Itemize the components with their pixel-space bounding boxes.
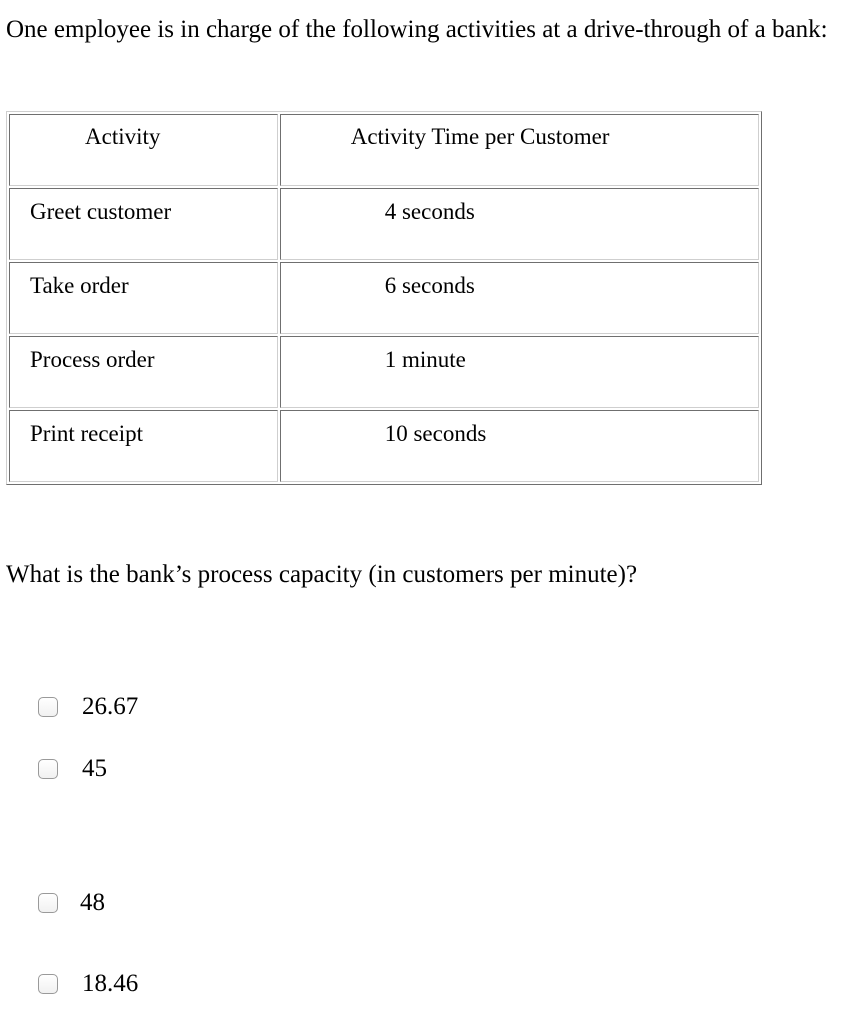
header-activity-time: Activity Time per Customer: [280, 114, 759, 186]
answer-option-48[interactable]: [38, 888, 105, 918]
answer-option-18-46[interactable]: [38, 969, 138, 999]
activity-cell: Print receipt: [9, 410, 278, 482]
time-cell: 4 seconds: [280, 188, 759, 260]
answer-option-45[interactable]: [38, 754, 107, 784]
table-row: [9, 188, 759, 260]
table-header-row: [9, 114, 759, 186]
time-cell: 10 seconds: [280, 410, 759, 482]
table-row: [9, 262, 759, 334]
checkbox-18-46[interactable]: [38, 974, 58, 994]
activity-cell: Process order: [9, 336, 278, 408]
question-text: What is the bank’s process capacity (in customers per minute)?: [6, 561, 638, 588]
checkbox-26-67[interactable]: [38, 697, 58, 717]
header-activity: Activity: [9, 114, 278, 186]
activity-cell: Take order: [9, 262, 278, 334]
answer-option-26-67[interactable]: [38, 692, 138, 722]
table-row: [9, 410, 759, 482]
option-label: 26.67: [82, 693, 139, 720]
intro-text: One employee is in charge of the following activities at a drive-through of a bank:: [6, 16, 828, 43]
table-row: [9, 336, 759, 408]
option-label: 45: [82, 755, 107, 782]
activity-cell: Greet customer: [9, 188, 278, 260]
checkbox-45[interactable]: [38, 759, 58, 779]
time-cell: 6 seconds: [280, 262, 759, 334]
option-label: 48: [80, 889, 105, 916]
option-label: 18.46: [82, 970, 139, 997]
time-cell: 1 minute: [280, 336, 759, 408]
checkbox-48[interactable]: [38, 893, 58, 913]
activity-time-table: [6, 111, 762, 485]
